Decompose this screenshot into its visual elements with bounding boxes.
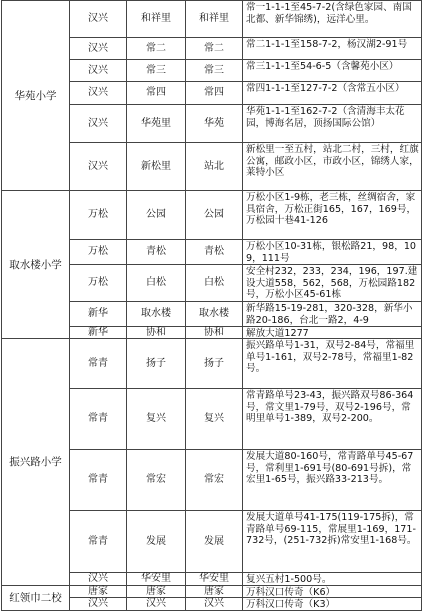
school-name-cell: 取水楼小学 [2, 191, 70, 339]
address-range-cell: 振兴路单号1-31，双号2-84号，常福里单号1-161，双号2-78号，常福里1-82号。 [243, 339, 422, 389]
address-range-cell: 新松里一至五村，站北二村，三村，红旗公寓，邮政小区，市政小区，锦绣人家，莱特小区 [243, 143, 422, 191]
community-cell: 汉兴 [70, 143, 127, 191]
community-cell: 汉兴 [70, 38, 127, 60]
neighborhood-cell: 公园 [186, 191, 243, 240]
neighborhood-cell: 取水楼 [186, 302, 243, 327]
community-cell: 唐家 [70, 586, 127, 598]
neighborhood-cell: 唐家 [186, 586, 243, 598]
neighborhood-cell: 白松 [186, 265, 243, 302]
address-range-cell: 发展大道80-160号，常青路单号45-67号，常利里1-691号(80-691号拆)，常宏里1-65号，振兴路33-213号。 [243, 450, 422, 511]
address-range-cell: 常四1-1-1至127-7-2（含常五小区） [243, 82, 422, 105]
neighborhood-cell: 常二 [186, 38, 243, 60]
road-cell: 复兴 [127, 389, 186, 450]
road-cell: 常宏 [127, 450, 186, 511]
neighborhood-cell: 协和 [186, 327, 243, 339]
road-cell: 发展 [127, 511, 186, 573]
community-cell: 新华 [70, 302, 127, 327]
neighborhood-cell: 和祥里 [186, 1, 243, 38]
address-range-cell: 解放大道1277 [243, 327, 422, 339]
address-range-cell: 新华路15-19-281，320-328，新华小路20-186，台北一路2，4-9 [243, 302, 422, 327]
community-cell: 常青 [70, 511, 127, 573]
neighborhood-cell: 常三 [186, 60, 243, 82]
neighborhood-cell: 华安里 [186, 573, 243, 586]
neighborhood-cell: 华苑 [186, 105, 243, 143]
road-cell: 公园 [127, 191, 186, 240]
road-cell: 常四 [127, 82, 186, 105]
community-cell: 常青 [70, 339, 127, 389]
community-cell: 汉兴 [70, 60, 127, 82]
neighborhood-cell: 扬子 [186, 339, 243, 389]
road-cell: 扬子 [127, 339, 186, 389]
community-cell: 汉兴 [70, 1, 127, 38]
road-cell: 白松 [127, 265, 186, 302]
neighborhood-cell: 站北 [186, 143, 243, 191]
neighborhood-cell: 常四 [186, 82, 243, 105]
road-cell: 华苑里 [127, 105, 186, 143]
community-cell: 常青 [70, 389, 127, 450]
community-cell: 汉兴 [70, 82, 127, 105]
road-cell: 新松里 [127, 143, 186, 191]
road-cell: 青松 [127, 240, 186, 265]
address-range-cell: 万科汉口传奇（K3） [243, 598, 422, 611]
address-range-cell: 常一1-1-1至45-7-2(含绿色家园、南国北都、新华锦绣)，远洋心里。 [243, 1, 422, 38]
neighborhood-cell: 青松 [186, 240, 243, 265]
road-cell: 常三 [127, 60, 186, 82]
neighborhood-cell: 常宏 [186, 450, 243, 511]
address-range-cell: 常三1-1-1至54-6-5（含馨苑小区） [243, 60, 422, 82]
community-cell: 汉兴 [70, 105, 127, 143]
school-name-cell: 华苑小学 [2, 1, 70, 191]
community-cell: 常青 [70, 450, 127, 511]
address-range-cell: 华苑1-1-1至162-7-2（含清海丰太花园，博海名居，顶扬国际公馆） [243, 105, 422, 143]
road-cell: 协和 [127, 327, 186, 339]
community-cell: 万松 [70, 191, 127, 240]
community-cell: 万松 [70, 265, 127, 302]
school-district-table [1, 0, 422, 611]
road-cell: 唐家 [127, 586, 186, 598]
road-cell: 汉兴 [127, 598, 186, 611]
community-cell: 汉兴 [70, 598, 127, 611]
address-range-cell: 常青路单号23-43，振兴路双号86-364号，常文里1-79号，双号2-196号，常明里单号1-389，双号2-200。 [243, 389, 422, 450]
address-range-cell: 万松小区1-9栋，老三栋，丝绸宿舍，家具宿舍，万松正街165，167，169号，万松园十巷41-126 [243, 191, 422, 240]
community-cell: 汉兴 [70, 573, 127, 586]
neighborhood-cell: 汉兴 [186, 598, 243, 611]
road-cell: 常二 [127, 38, 186, 60]
school-name-cell: 振兴路小学 [2, 339, 70, 586]
school-name-cell: 红领巾二校 [2, 586, 70, 611]
address-range-cell: 发展大道单号41-175(119-175拆)，常青路单号69-115，常展里1-169，171-732号，(251-732拆)常安里1-168号。 [243, 511, 422, 573]
road-cell: 取水楼 [127, 302, 186, 327]
address-range-cell: 安全村232，233，234，196，197.建设大道558，562，568，万松园路182号，万松小区45-61栋 [243, 265, 422, 302]
neighborhood-cell: 发展 [186, 511, 243, 573]
road-cell: 华安里 [127, 573, 186, 586]
community-cell: 万松 [70, 240, 127, 265]
address-range-cell: 复兴五村1-500号。 [243, 573, 422, 586]
neighborhood-cell: 复兴 [186, 389, 243, 450]
road-cell: 和祥里 [127, 1, 186, 38]
community-cell: 新华 [70, 327, 127, 339]
address-range-cell: 常二1-1-1至158-7-2，杨汉湖2-91号 [243, 38, 422, 60]
address-range-cell: 万松小区10-31栋，银松路21，98，109，111号 [243, 240, 422, 265]
address-range-cell: 万科汉口传奇（K6） [243, 586, 422, 598]
